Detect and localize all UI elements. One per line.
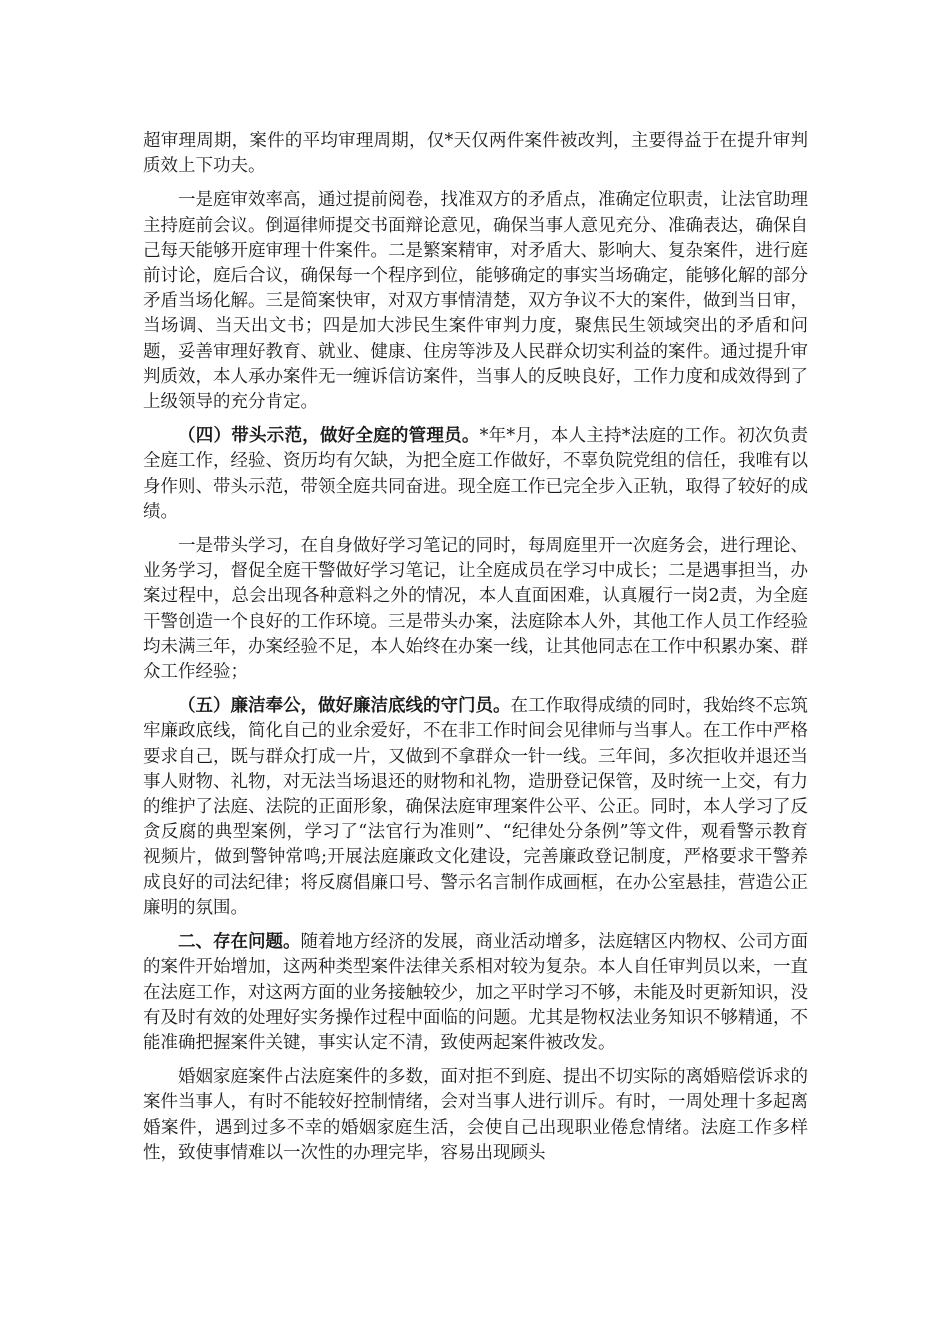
paragraph-family-cases xyxy=(143,1065,808,1166)
paragraph-text: *年*月，本人主持*法庭的工作。初次负责全庭工作，经验、资历均有欠缺，为把全庭工作做好，不辜负院党组的信任，我唯有以身作则、带头示范，带领全庭共同奋进。现全庭工作已完全步入正轨，取得了较好的成绩。 xyxy=(143,426,809,522)
section-heading: 二、存在问题。 xyxy=(178,932,301,953)
paragraph-text: 一是庭审效率高，通过提前阅卷，找准双方的矛盾点，准确定位职责，让法官助理主持庭前会议。倒逼律师提交书面辩论意见，确保当事人意见充分、准确表达，确保自己每天能够开庭审理十件案件。二是繁案精审，对矛盾大、影响大、复杂案件，进行庭前讨论，庭后合议，确保每一个程序到位，能够确定的事实当场确定，能够化解的部分矛盾当场化解。三是简案快审，对双方事情清楚，双方争议不大的案件，做到当日审，当场调、当天出文书；四是加大涉民生案件审判力度，聚焦民生领域突出的矛盾和问题，妥善审理好教育、就业、健康、住房等涉及人民群众切实利益的案件。通过提升审判质效，本人承办案件无一缠诉信访案件，当事人的反映良好，工作力度和成效得到了上级领导的充分肯定。 xyxy=(143,190,808,413)
paragraph-text: 在工作取得成绩的同时，我始终不忘筑牢廉政底线，简化自己的业余爱好，不在非工作时间会见律师与当事人。在工作中严格要求自己，既与群众打成一片，又做到不拿群众一针一线。三年间，多次拒收并退还当事人财物、礼物，对无法当场退还的财物和礼物，造册登记保管，及时统一上交，有力的维护了法庭、法院的正面形象，确保法庭审理案件公平、公正。同时，本人学习了反贪反腐的典型案例，学习了“法官行为准则”、“纪律处分条例”等文件，观看警示教育视频片，做到警钟常鸣;开展法庭廉政文化建设，完善廉政登记制度，严格要求干警养成良好的司法纪律；将反腐倡廉口号、警示名言制作成画框，在办公室悬挂，营造公正廉明的氛围。 xyxy=(143,696,808,918)
paragraph-trial-efficiency xyxy=(143,188,808,415)
paragraph-section-four xyxy=(143,424,808,525)
section-heading: （五）廉洁奉公，做好廉洁底线的守门员。 xyxy=(178,696,511,717)
paragraph-continuation xyxy=(143,129,808,179)
section-heading: （四）带头示范，做好全庭的管理员。 xyxy=(178,426,480,447)
paragraph-lead-by-example xyxy=(143,534,808,685)
paragraph-text: 一是带头学习，在自身做好学习笔记的同时，每周庭里开一次庭务会，进行理论、业务学习，督促全庭干警做好学习笔记，让全庭成员在学习中成长；二是遇事担当，办案过程中，总会出现各种意料之外的情况，本人直面困难，认真履行一岗2责，为全庭干警创造一个良好的工作环境。三是带头办案，法庭除本人外，其他工作人员工作经验均未满三年，办案经验不足，本人始终在办案一线，让其他同志在工作中积累办案、群众工作经验； xyxy=(143,536,808,683)
document-body xyxy=(143,129,808,1166)
paragraph-text: 随着地方经济的发展，商业活动增多，法庭辖区内物权、公司方面的案件开始增加，这两种类型案件法律关系相对较为复杂。本人自任审判员以来，一直在法庭工作，对这两方面的业务接触较少，加之平时学习不够，未能及时更新知识，没有及时有效的处理好实务操作过程中面临的问题。尤其是物权法业务知识不够精通，不能准确把握案件关键，事实认定不清，致使两起案件被改发。 xyxy=(143,932,808,1053)
paragraph-text: 婚姻家庭案件占法庭案件的多数，面对拒不到庭、提出不切实际的离婚赔偿诉求的案件当事人，有时不能较好控制情绪，会对当事人进行训斥。有时，一周处理十多起离婚案件，遇到过多不幸的婚姻家庭生活，会使自己出现职业倦怠情绪。法庭工作多样性，致使事情难以一次性的办理完毕，容易出现顾头 xyxy=(143,1067,808,1163)
paragraph-existing-problems xyxy=(143,930,808,1056)
paragraph-text: 超审理周期，案件的平均审理周期，仅*天仅两件案件被改判，主要得益于在提升审判质效上下功夫。 xyxy=(143,131,808,177)
paragraph-section-five xyxy=(143,694,808,921)
